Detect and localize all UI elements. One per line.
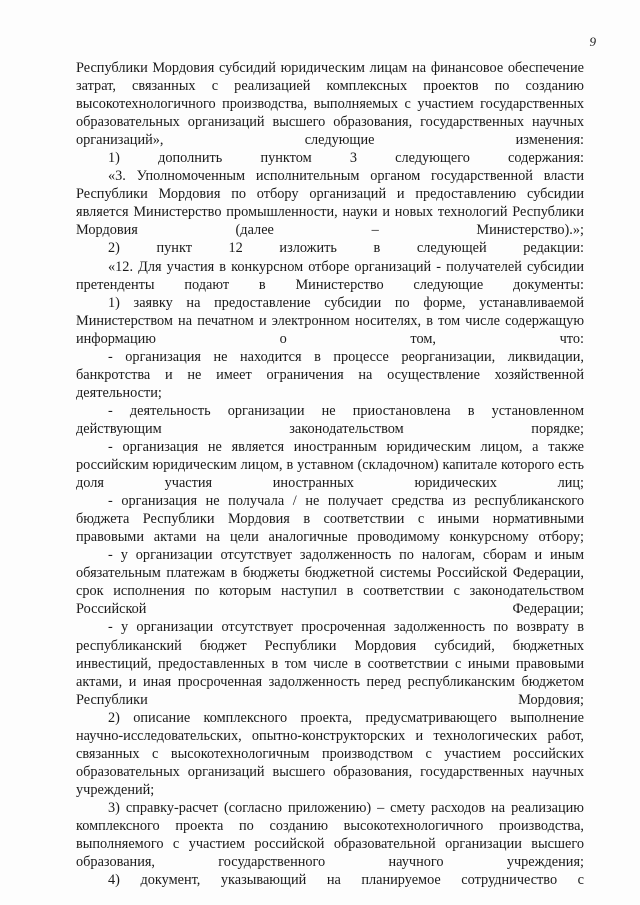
paragraph: 2) описание комплексного проекта, предусматривающего выполнение научно-исследовательских, опытно-конструкторских и технологических работ, связанных с высокотехнологичным производством с участием российских образовательных организаций высшего образования, государственных научных учреждений;: [76, 709, 584, 798]
page-number: 9: [589, 34, 596, 49]
paragraph: - организация не находится в процессе реорганизации, ликвидации, банкротства и не имеет ограничения на осуществление хозяйственной деятельности;: [76, 348, 584, 401]
paragraph: - организация не является иностранным юридическим лицом, а также российским юридическим лицом, в уставном (складочном) капитале которого есть доля участия иностранных юридических лиц;: [76, 438, 584, 492]
paragraph: 4) документ, указывающий на планируемое сотрудничество с: [108, 872, 584, 889]
paragraph: - организация не получала / не получает средства из республиканского бюджета Республики Мордовия в соответствии с иными нормативными правовыми актами на цели аналогичные проводимому конкурсному отбору;: [76, 493, 584, 546]
paragraph: 2) пункт 12 изложить в следующей редакции:: [108, 240, 584, 257]
paragraph: 1) дополнить пунктом 3 следующего содержания:: [108, 150, 584, 167]
paragraph: - у организации отсутствует задолженность по налогам, сборам и иным обязательным платежам в бюджеты бюджетной системы Российской Федерации, срок исполнения по которым наступил в соответствии с законодательством Российской Федерации;: [76, 547, 584, 618]
paragraph: Республики Мордовия субсидий юридическим лицам на финансовое обеспечение затрат, связанных с реализацией комплексных проектов по созданию высокотехнологичного производства, выполняемых с участием государственных образовательных организаций высшего образования, государственных научных организаций», следующие изменения:: [76, 60, 584, 149]
paragraph: 3) справку-расчет (согласно приложению) – смету расходов на реализацию комплексного проекта по созданию высокотехнологичного производства, выполняемого с участием российской образовательной организации высшего образования, государственного научного учреждения;: [76, 799, 584, 871]
paragraph: 1) заявку на предоставление субсидии по форме, устанавливаемой Министерством на печатном и электронном носителях, в том числе содержащую информацию о том, что:: [76, 294, 584, 347]
paragraph: - деятельность организации не приостановлена в установленном действующим законодательством порядке;: [76, 402, 584, 437]
document-body: [76, 59, 584, 889]
paragraph: «3. Уполномоченным исполнительным органом государственной власти Республики Мордовия по отбору организаций и предоставлению субсидии является Министерство промышленности, науки и новых технологий Республики Мордовия (далее – Министерство).»;: [76, 168, 584, 239]
paragraph: - у организации отсутствует просроченная задолженность по возврату в республиканский бюджет Республики Мордовия субсидий, бюджетных инвестиций, предоставленных в том числе в соответствии с иными правовыми актами, и иная просроченная задолженность перед республиканским бюджетом Республики Мордовия;: [76, 619, 584, 708]
paragraph: «12. Для участия в конкурсном отборе организаций - получателей субсидии претенденты подают в Министерство следующие документы:: [76, 258, 584, 293]
